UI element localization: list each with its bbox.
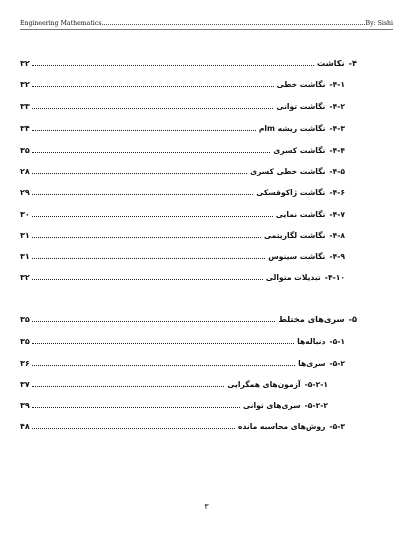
toc-entry	[20, 143, 345, 155]
toc-leader-dots	[32, 151, 271, 153]
toc-entry-number: ۴-۳-	[329, 124, 345, 133]
toc-entry	[20, 334, 345, 346]
toc-entry-title: نگاشت ریشه m‌ام	[258, 124, 326, 133]
toc-entry-page: ۳۶	[20, 359, 30, 368]
toc-entry-number: ۵-	[348, 314, 357, 324]
toc-entry-title: سری‌های مختلط	[278, 314, 345, 324]
toc-entry-title: نگاشت خطی کسری	[250, 167, 326, 176]
toc-entry	[20, 270, 345, 282]
toc-entry-title: تبدیلات متوالی	[265, 273, 321, 282]
toc-entry	[20, 121, 345, 133]
toc-entry-page: ۳۲	[20, 59, 30, 68]
toc-entry-page: ۳۵	[20, 146, 30, 155]
toc-leader-dots	[32, 364, 295, 366]
toc-leader-dots	[32, 278, 263, 280]
toc-entry-number: ۵-۳-	[329, 422, 345, 431]
toc-entry-title: آزمون‌های همگرایی	[227, 380, 301, 389]
toc-leader-dots	[32, 236, 261, 238]
toc-entry-page: ۳۵	[20, 337, 30, 346]
toc-leader-dots	[32, 64, 314, 66]
toc-entry-title: نگاشت خطی	[276, 80, 326, 89]
toc-entry-page: ۳۲	[20, 80, 30, 89]
toc-leader-dots	[32, 85, 274, 87]
toc-entry-title: نگاشت توانی	[276, 102, 326, 111]
toc-entry-page: ۲۹	[20, 188, 30, 197]
toc-entry	[20, 228, 345, 240]
toc-entry-title: روش‌های محاسبه مانده	[238, 422, 326, 431]
toc-leader-dots	[32, 427, 235, 429]
toc-entry	[20, 398, 328, 410]
toc-entry-title: نگاشت کسری	[273, 146, 326, 155]
toc-entry-number: ۵-۲-۱-	[304, 380, 328, 389]
toc-entry-number: ۴-۷-	[329, 210, 345, 219]
toc-entry-number: ۴-	[348, 58, 357, 68]
toc-entry-number: ۴-۹-	[329, 252, 345, 261]
toc-entry-number: ۴-۵-	[329, 167, 345, 176]
toc-entry	[20, 249, 345, 261]
toc-entry	[20, 356, 345, 368]
toc-leader-dots	[32, 172, 247, 174]
toc-entry	[20, 207, 345, 219]
toc-entry	[20, 377, 328, 389]
toc-entry-page: ۳۱	[20, 252, 30, 261]
toc-entry-title: نگاشت ژاکوفسکی	[256, 188, 326, 197]
toc-entry-title: نگاشت لگاریتمی	[263, 231, 326, 240]
toc-entry-page: ۳۰	[20, 210, 30, 219]
toc-entry-number: ۴-۸-	[329, 231, 345, 240]
toc-entry-page: ۳۷	[20, 380, 30, 389]
toc-entry	[20, 164, 345, 176]
toc-entry-number: ۴-۶-	[329, 188, 345, 197]
toc-entry	[20, 185, 345, 197]
toc-entry-page: ۴۸	[20, 422, 30, 431]
toc-entry-page: ۳۳	[20, 102, 30, 111]
toc-entry-number: ۵-۱-	[329, 337, 345, 346]
toc-entry	[20, 99, 345, 111]
toc-entry-title: نگاشت سینوس	[268, 252, 326, 261]
toc-entry-number: ۴-۱-	[329, 80, 345, 89]
toc-entry-title: نکاشت	[316, 58, 345, 68]
toc-entry-number: ۴-۴-	[329, 146, 345, 155]
toc-entry-title: نگاشت نمایی	[275, 210, 326, 219]
toc-entry-page: ۲۸	[20, 167, 30, 176]
toc-entry-title: سری‌های توانی	[243, 401, 301, 410]
toc-entry-page: ۳۴	[20, 124, 30, 133]
toc-entry-page: ۳۵	[20, 315, 30, 324]
toc-entry	[20, 56, 357, 68]
toc-leader-dots	[32, 129, 256, 131]
toc-entry	[20, 312, 357, 324]
toc-entry	[20, 77, 345, 89]
toc-entry	[20, 419, 345, 431]
toc-entry-title: دنباله‌ها	[297, 337, 326, 346]
toc-entry-number: ۵-۲-۲-	[304, 401, 328, 410]
toc-leader-dots	[32, 257, 265, 259]
toc-leader-dots	[32, 406, 240, 408]
toc-entry-number: ۴-۱۰-	[324, 273, 345, 282]
toc-leader-dots	[32, 385, 225, 387]
toc-leader-dots	[32, 320, 276, 322]
header-title: Engineering Mathematics	[20, 20, 102, 27]
toc-entry-page: ۳۲	[20, 273, 30, 282]
toc-leader-dots	[32, 107, 274, 109]
toc-entry-number: ۵-۲-	[329, 359, 345, 368]
toc-entry-number: ۴-۲-	[329, 102, 345, 111]
toc-leader-dots	[32, 193, 253, 195]
toc-entry-page: ۳۱	[20, 231, 30, 240]
toc-entry-title: سری‌ها	[298, 359, 326, 368]
toc-entry-page: ۳۹	[20, 401, 30, 410]
header-author: By: Sishi	[365, 20, 393, 27]
toc-leader-dots	[32, 215, 273, 217]
page-number: ۳	[204, 502, 209, 511]
toc-leader-dots	[32, 342, 294, 344]
